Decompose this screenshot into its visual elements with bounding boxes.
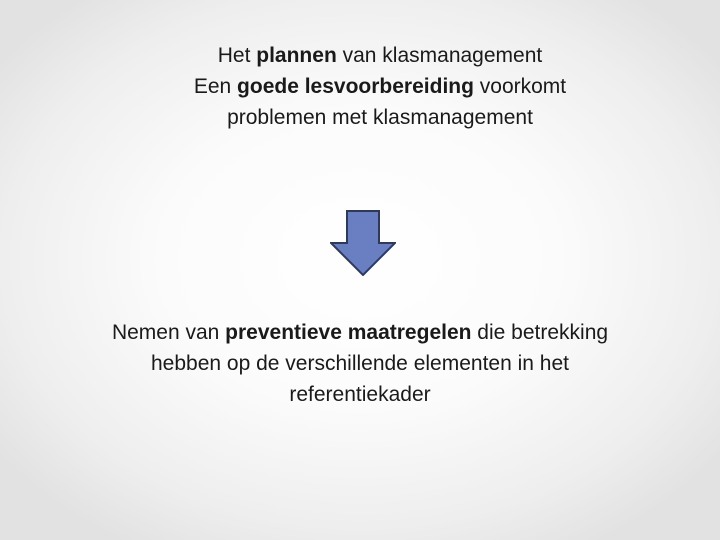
down-arrow-icon: [330, 210, 396, 276]
intro-line-3: problemen met klasmanagement: [227, 106, 533, 129]
conclusion-text: [60, 317, 660, 410]
conclusion-line-1: Nemen van preventieve maatregelen die betrekking: [111, 321, 609, 344]
conclusion-line-3: referentiekader: [289, 383, 431, 406]
intro-line-2: Een goede lesvoorbereiding voorkomt: [193, 75, 567, 98]
intro-text: [110, 40, 650, 133]
intro-line-1: Het plannen van klasmanagement: [217, 44, 543, 67]
emphasis-lesvoorbereiding: goede lesvoorbereiding: [237, 75, 474, 98]
emphasis-maatregelen: preventieve maatregelen: [225, 321, 472, 344]
conclusion-line-2: hebben op de verschillende elementen in het: [151, 352, 569, 375]
emphasis-plannen: plannen: [256, 44, 337, 67]
